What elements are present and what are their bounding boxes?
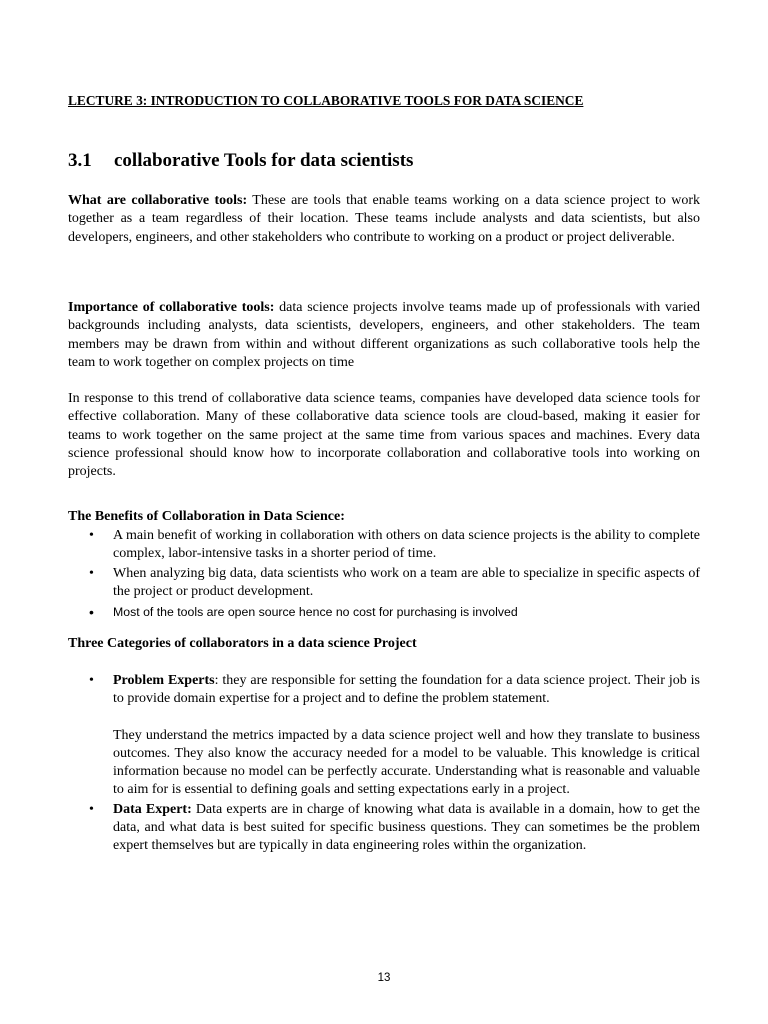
importance-lead: Importance of collaborative tools:	[68, 300, 275, 315]
section-heading	[68, 150, 413, 172]
data-expert-lead: Data Expert:	[113, 801, 192, 817]
benefit-text: When analyzing big data, data scientists who work on a team are able to specialize in specific aspects of the project or product development.	[113, 565, 700, 599]
problem-experts-text: : they are responsible for setting the foundation for a data science project. Their job is to provide domain expertise for a project and to define the problem statement.	[113, 673, 700, 707]
response-paragraph: In response to this trend of collaborative data science teams, companies have developed data science tools for effective collaboration. Many of these collaborative data science tools are cloud-based, making it easier for teams to work together on the same project at the same time from various spaces and machines. Every data science professional should know how to incorporate collaboration and collaborative tools into working on projects.	[68, 391, 700, 480]
bullet-icon: •	[89, 565, 94, 581]
what-are-collaborative-tools-paragraph	[68, 192, 700, 247]
problem-experts-subparagraph: They understand the metrics impacted by a data science project well and how they translate to business outcomes. They also know the accuracy needed for a model to be valuable. This knowledge is critical information because no model can be perfectly accurate. Understanding what is reasonable and valuable to aim for is essential to defining goals and setting expectations early in a project.	[113, 727, 700, 798]
lecture-title: LECTURE 3: INTRODUCTION TO COLLABORATIVE TOOLS FOR DATA SCIENCE	[68, 93, 584, 108]
bullet-icon: •	[89, 673, 94, 688]
section-number: 3.1	[68, 150, 92, 171]
benefit-text: Most of the tools are open source hence no cost for purchasing is involved	[113, 605, 518, 620]
list-item	[68, 565, 700, 602]
what-are-text: These are tools that enable teams working on a data science project to work together as a team regardless of their location. These teams include analysts and data scientists, but also developers, engineers, and other stakeholders who contribute to working on a product or project deliverable.	[68, 193, 700, 245]
benefits-heading: The Benefits of Collaboration in Data Science:	[68, 509, 345, 524]
list-item-data-expert	[68, 801, 700, 856]
importance-paragraph	[68, 299, 700, 372]
list-item	[68, 527, 700, 564]
bullet-icon: •	[89, 528, 94, 543]
problem-experts-lead: Problem Experts	[113, 673, 215, 688]
importance-text: data science projects involve teams made up of professionals with varied backgrounds including analysts, data scientists, developers, engineers, and other stakeholders. The team members may be drawn from within and without different organizations as such collaborative tools help the team to work together on complex projects on time	[68, 300, 700, 370]
section-title: collaborative Tools for data scientists	[114, 150, 414, 171]
bullet-icon: •	[89, 604, 94, 621]
benefit-text: A main benefit of working in collaboration with others on data science projects is the ability to complete complex, labor-intensive tasks in a shorter period of time.	[113, 528, 700, 562]
benefits-list	[68, 527, 700, 622]
collaborator-categories-list	[68, 672, 700, 856]
data-expert-text: Data experts are in charge of knowing what data is available in a domain, how to get the data, and what data is best suited for specific business questions. They can sometimes be the problem expert themselves but are typically in data engineering roles within the organization.	[113, 801, 700, 854]
categories-heading: Three Categories of collaborators in a data science Project	[68, 636, 417, 651]
list-item	[68, 603, 700, 621]
bullet-icon: •	[89, 801, 94, 817]
what-are-lead: What are collaborative tools:	[68, 193, 248, 208]
page-number: 13	[377, 972, 391, 984]
list-item-problem-experts	[68, 672, 700, 800]
